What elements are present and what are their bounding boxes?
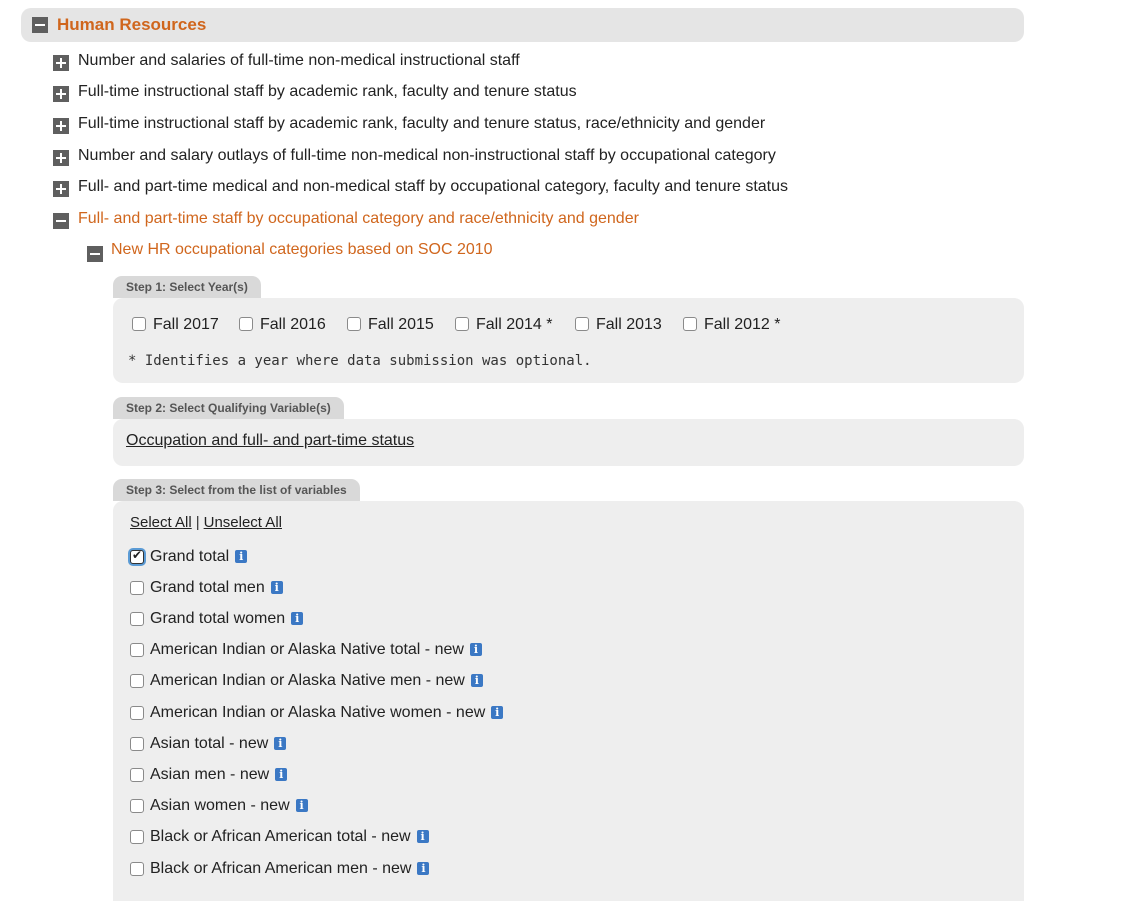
variable-label: American Indian or Alaska Native total - new bbox=[150, 641, 464, 658]
optional-year-note: * Identifies a year where data submission was optional. bbox=[128, 353, 592, 369]
variable-label-wrap bbox=[150, 735, 286, 753]
year-label: Fall 2013 bbox=[596, 316, 662, 333]
year-label: Fall 2017 bbox=[153, 316, 219, 333]
info-icon[interactable]: i bbox=[417, 862, 429, 875]
year-label: Fall 2012 * bbox=[704, 316, 781, 333]
variable-label-wrap bbox=[150, 548, 247, 566]
variable-label: American Indian or Alaska Native women - new bbox=[150, 704, 486, 721]
tree-item-label[interactable]: Full- and part-time medical and non-medical staff by occupational category, faculty and tenure status bbox=[78, 178, 789, 195]
tree-item-label[interactable]: Number and salaries of full-time non-medical instructional staff bbox=[78, 52, 520, 69]
info-icon[interactable]: i bbox=[274, 737, 286, 750]
expand-icon[interactable] bbox=[53, 118, 69, 134]
tree-item-label[interactable]: Full-time instructional staff by academic rank, faculty and tenure status bbox=[78, 83, 577, 100]
variable-label-wrap bbox=[150, 797, 308, 815]
variable-label: Asian total - new bbox=[150, 735, 269, 752]
variable-label: Asian men - new bbox=[150, 766, 270, 783]
select-all-link[interactable]: Select All bbox=[130, 514, 192, 531]
variable-label: Black or African American total - new bbox=[150, 828, 411, 845]
year-label: Fall 2016 bbox=[260, 316, 326, 333]
tree-item-label[interactable]: Number and salary outlays of full-time non-medical non-instructional staff by occupational category bbox=[78, 147, 776, 164]
info-icon[interactable]: i bbox=[291, 612, 303, 625]
expand-icon[interactable] bbox=[53, 181, 69, 197]
section-title: Human Resources bbox=[57, 15, 207, 34]
expand-icon[interactable] bbox=[53, 150, 69, 166]
variable-checkbox[interactable] bbox=[130, 862, 144, 876]
variable-checkbox[interactable] bbox=[130, 643, 144, 657]
unselect-all-link[interactable]: Unselect All bbox=[203, 514, 282, 531]
subtree-item-label[interactable]: New HR occupational categories based on SOC 2010 bbox=[111, 241, 493, 258]
year-checkbox[interactable] bbox=[575, 317, 589, 331]
variable-label-wrap bbox=[150, 704, 503, 722]
info-icon[interactable]: i bbox=[491, 706, 503, 719]
variable-checkbox[interactable] bbox=[130, 581, 144, 595]
select-controls bbox=[130, 514, 282, 531]
variable-label: Asian women - new bbox=[150, 797, 290, 814]
variable-label-wrap bbox=[150, 672, 483, 690]
info-icon[interactable]: i bbox=[271, 581, 283, 594]
qualifying-variable-link[interactable]: Occupation and full- and part-time status bbox=[126, 432, 415, 449]
step1-panel bbox=[113, 298, 1024, 383]
year-checkbox[interactable] bbox=[455, 317, 469, 331]
info-icon[interactable]: i bbox=[235, 550, 247, 563]
info-icon[interactable]: i bbox=[417, 830, 429, 843]
variable-checkbox[interactable] bbox=[130, 612, 144, 626]
variable-label: Grand total women bbox=[150, 610, 286, 627]
separator: | bbox=[195, 514, 200, 531]
variable-label-wrap bbox=[150, 766, 287, 784]
tree-item-label[interactable]: Full- and part-time staff by occupational category and race/ethnicity and gender bbox=[78, 210, 639, 227]
variable-label-wrap bbox=[150, 860, 429, 878]
variable-checkbox[interactable] bbox=[130, 830, 144, 844]
info-icon[interactable]: i bbox=[296, 799, 308, 812]
variable-label-wrap bbox=[150, 641, 482, 659]
expand-icon[interactable] bbox=[53, 55, 69, 71]
variable-checkbox[interactable] bbox=[130, 799, 144, 813]
info-icon[interactable]: i bbox=[275, 768, 287, 781]
step1-tab: Step 1: Select Year(s) bbox=[113, 276, 261, 298]
year-checkbox[interactable] bbox=[132, 317, 146, 331]
expand-icon[interactable] bbox=[53, 86, 69, 102]
variable-label: American Indian or Alaska Native men - new bbox=[150, 672, 465, 689]
variable-label-wrap bbox=[150, 828, 429, 846]
variable-label-wrap bbox=[150, 610, 303, 628]
variable-checkbox[interactable] bbox=[130, 550, 144, 564]
step3-tab: Step 3: Select from the list of variables bbox=[113, 479, 360, 501]
variable-label: Grand total bbox=[150, 548, 230, 565]
collapse-icon[interactable] bbox=[53, 213, 69, 229]
variable-checkbox[interactable] bbox=[130, 737, 144, 751]
year-checkbox[interactable] bbox=[683, 317, 697, 331]
variable-label: Black or African American men - new bbox=[150, 860, 412, 877]
collapse-icon[interactable] bbox=[32, 17, 48, 33]
variable-label: Grand total men bbox=[150, 579, 265, 596]
tree-item-label[interactable]: Full-time instructional staff by academic rank, faculty and tenure status, race/ethnicity and gender bbox=[78, 115, 766, 132]
info-icon[interactable]: i bbox=[471, 674, 483, 687]
year-checkbox[interactable] bbox=[347, 317, 361, 331]
variable-checkbox[interactable] bbox=[130, 706, 144, 720]
year-label: Fall 2015 bbox=[368, 316, 434, 333]
variable-checkbox[interactable] bbox=[130, 768, 144, 782]
year-checkbox[interactable] bbox=[239, 317, 253, 331]
year-label: Fall 2014 * bbox=[476, 316, 553, 333]
variable-checkbox[interactable] bbox=[130, 674, 144, 688]
info-icon[interactable]: i bbox=[470, 643, 482, 656]
section-header-human-resources[interactable] bbox=[21, 8, 1024, 42]
variable-label-wrap bbox=[150, 579, 283, 597]
step2-tab: Step 2: Select Qualifying Variable(s) bbox=[113, 397, 344, 419]
collapse-icon[interactable] bbox=[87, 246, 103, 262]
